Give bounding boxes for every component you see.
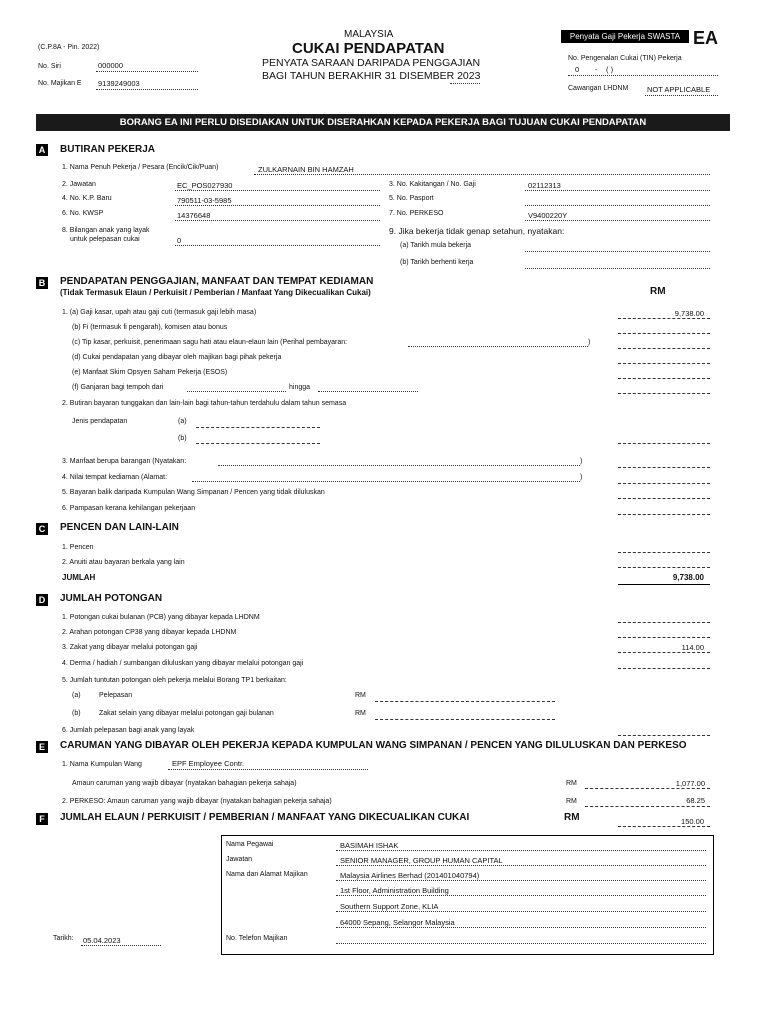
private-badge: Penyata Gaji Pekerja SWASTA	[561, 30, 689, 43]
b-item-1c: (c) Tip kasar, perkuisit, penerimaan sagu hati atau elaun-elaun lain (Perihal pembayaran:	[72, 339, 348, 346]
b-item-3-dots	[218, 465, 580, 466]
c-item-2: 2. Anuiti atau bayaran berkala yang lain	[62, 559, 185, 566]
sig-jawatan-value: SENIOR MANAGER, GROUP HUMAN CAPITAL	[340, 856, 503, 865]
sig-nama-label: Nama Pegawai	[226, 841, 274, 848]
b-item-1d-line	[618, 363, 710, 364]
d-item-4: 4. Derma / hadiah / sumbangan diluluskan yang dibayar melalui potongan gaji	[62, 660, 304, 667]
e-amaun-line	[585, 788, 710, 789]
e-item-1-line	[168, 769, 368, 770]
instruction-banner: BORANG EA INI PERLU DISEDIAKAN UNTUK DISERAHKAN KEPADA PEKERJA BAGI TUJUAN CUKAI PENDAPATAN	[36, 114, 730, 131]
name-label: 1. Nama Penuh Pekerja / Pesara (Encik/Cik/Puan)	[62, 164, 219, 171]
f-rm: RM	[564, 812, 580, 823]
section-f-title: JUMLAH ELAUN / PERKUISIT / PEMBERIAN / MANFAAT YANG DIKECUALIKAN CUKAI	[60, 812, 470, 823]
tin-value-a: 0	[575, 65, 580, 74]
sig-alamat-line-4: 64000 Sepang, Selangor Malaysia	[340, 918, 455, 927]
section-d-letter: D	[36, 594, 48, 606]
b-jenis-b: (b)	[178, 435, 187, 442]
d-item-2: 2. Arahan potongan CP38 yang dibayar kepada LHDNM	[62, 629, 237, 636]
b-jenis-a: (a)	[178, 418, 187, 425]
perkeso-label: 7. No. PERKESO	[389, 210, 444, 217]
section-f-letter: F	[36, 813, 48, 825]
b-item-2-line	[618, 443, 710, 444]
section-e-letter: E	[36, 741, 48, 753]
tin-label: No. Pengenalan Cukai (TIN) Pekerja	[568, 55, 682, 62]
name-line	[254, 174, 710, 175]
kakitangan-line	[525, 190, 710, 191]
b-item-1c-dots	[408, 346, 588, 347]
b-jenis-a-line	[196, 427, 320, 428]
b-item-6: 6. Pampasan kerana kehilangan pekerjaan	[62, 505, 196, 512]
b-item-1b: (b) Fi (termasuk fi pengarah), komisen atau bonus	[72, 324, 228, 331]
d-item-5b: Zakat selain yang dibayar melalui potongan gaji bulanan	[99, 710, 274, 717]
berhenti-line	[525, 268, 710, 269]
b-jenis-b-line	[196, 443, 320, 444]
sig-nama-value: BASIMAH ISHAK	[340, 841, 399, 850]
page-title: CUKAI PENDAPATAN	[292, 40, 445, 57]
d-item-5b-line	[375, 719, 555, 720]
section-b-rm: RM	[650, 286, 666, 297]
b-item-2: 2. Butiran bayaran tunggakan dan lain-lain bagi tahun-tahun terdahulu dalam tahun semasa	[62, 400, 347, 407]
anak-label-1: 8. Bilangan anak yang layak	[62, 227, 150, 234]
b-item-1f-dots-to	[318, 391, 418, 392]
sig-alamat-line-1: Malaysia Airlines Berhad (201401040794)	[340, 871, 480, 880]
pasport-label: 5. No. Pasport	[389, 195, 434, 202]
f-line	[618, 826, 710, 827]
d-item-2-line	[618, 637, 710, 638]
section-b-title: PENDAPATAN PENGGAJIAN, MANFAAT DAN TEMPAT KEDIAMAN	[60, 276, 374, 287]
sig-alamat-label: Nama dan Alamat Majikan	[226, 871, 308, 878]
d-item-5a-letter: (a)	[72, 692, 81, 699]
b-item-4-line	[618, 483, 710, 484]
sig-jawatan-line	[336, 865, 706, 866]
kwsp-value: 14376648	[177, 211, 211, 220]
sig-alamat-rule-3	[336, 911, 706, 912]
perkeso-value: V9400220Y	[528, 211, 568, 220]
c-jumlah-label: JUMLAH	[62, 573, 96, 582]
pasport-line	[525, 205, 710, 206]
c-item-1: 1. Pencen	[62, 544, 94, 551]
mula-line	[525, 251, 710, 252]
section-d-title: JUMLAH POTONGAN	[60, 593, 163, 604]
b-item-1a-line	[618, 318, 710, 319]
anak-line	[175, 245, 380, 246]
d-item-1: 1. Potongan cukai bulanan (PCB) yang dibayar kepada LHDNM	[62, 614, 260, 621]
section-a-letter: A	[36, 144, 48, 156]
tarikh-label: Tarikh:	[53, 935, 74, 942]
d-item-5a: Pelepasan	[99, 692, 133, 699]
b-item-5: 5. Bayaran balik daripada Kumpulan Wang Simpanan / Pencen yang tidak diluluskan	[62, 489, 325, 496]
subtitle-1: PENYATA SARAAN DARIPADA PENGGAJIAN	[262, 57, 481, 69]
tarikh-line	[81, 945, 161, 946]
country: MALAYSIA	[344, 29, 394, 40]
b-item-1f-hingga: hingga	[289, 384, 311, 391]
tarikh-value: 05.04.2023	[83, 936, 121, 945]
d-item-5a-rm: RM	[355, 692, 366, 699]
berhenti-label: (b) Tarikh berhenti kerja	[400, 259, 474, 266]
e-amaun-label: Amaun caruman yang wajib dibayar (nyatakan bahagian pekerja sahaja)	[72, 780, 297, 787]
b-item-1c-close: )	[588, 339, 591, 346]
d-item-5: 5. Jumlah tuntutan potongan oleh pekerja melalui Borang TP1 berkaitan:	[62, 677, 287, 684]
e-amaun-value: 1,077.00	[675, 779, 705, 788]
jawatan-label: 2. Jawatan	[62, 181, 96, 188]
jawatan-value: EC_POS027930	[177, 181, 233, 190]
tin-value-c: ( )	[606, 65, 614, 74]
section-e-title: CARUMAN YANG DIBAYAR OLEH PEKERJA KEPADA KUMPULAN WANG SIMPANAN / PENCEN YANG DILULUSKAN DAN PERKESO	[60, 740, 687, 751]
majikan-label: No. Majikan E	[38, 80, 82, 87]
d-item-3-line	[618, 652, 710, 653]
cawangan-label: Cawangan LHDNM	[568, 85, 629, 92]
b-item-1d: (d) Cukai pendapatan yang dibayar oleh majikan bagi pihak pekerja	[72, 354, 282, 361]
section-b-subtitle: (Tidak Termasuk Elaun / Perkuisit / Pemberian / Manfaat Yang Dikecualikan Cukai)	[60, 288, 371, 297]
b-item-1a: 1. (a) Gaji kasar, upah atau gaji cuti (termasuk gaji lebih masa)	[62, 309, 257, 316]
d-item-4-line	[618, 668, 710, 669]
ea-label: EA	[693, 28, 719, 48]
d-item-6: 6. Jumlah pelepasan bagi anak yang layak	[62, 727, 195, 734]
cawangan-line	[645, 95, 718, 96]
subtitle-2-prefix: BAGI TAHUN BERAKHIR 31 DISEMBER	[262, 70, 455, 82]
sig-alamat-rule-1	[336, 880, 706, 881]
kwsp-line	[175, 220, 380, 221]
b-item-4-dots	[192, 481, 580, 482]
sig-alamat-rule-4	[336, 927, 706, 928]
b-item-1f-line	[618, 393, 710, 394]
sig-alamat-line-3: Southern Support Zone, KLIA	[340, 902, 439, 911]
majikan-value: 9139249003	[98, 79, 140, 88]
b-item-3-line	[618, 467, 710, 468]
siri-label: No. Siri	[38, 63, 61, 70]
tax-year: 2023	[457, 70, 481, 82]
c-jumlah-underline	[618, 584, 710, 585]
d-item-1-line	[618, 622, 710, 623]
section-b-letter: B	[36, 277, 48, 289]
b-item-4: 4. Nilai tempat kediaman (Alamat:	[62, 474, 168, 481]
b-item-1a-value: 9,738.00	[674, 309, 704, 318]
b-item-1b-line	[618, 333, 710, 334]
sig-alamat-rule-2	[336, 895, 706, 896]
b-item-3: 3. Manfaat berupa barangan (Nyatakan:	[62, 458, 187, 465]
e-perkeso-label: 2. PERKESO: Amaun caruman yang wajib dibayar (nyatakan bahagian pekerja sahaja)	[62, 798, 332, 805]
jawatan-line	[175, 190, 380, 191]
anak-label-2: untuk pelepasan cukai	[70, 236, 140, 243]
b-item-5-line	[618, 498, 710, 499]
d-item-5b-letter: (b)	[72, 710, 81, 717]
tin-value-b: -	[595, 65, 598, 74]
tin-line	[568, 75, 718, 76]
b-item-4-close: )	[580, 474, 583, 481]
c-jumlah-value: 9,738.00	[672, 573, 704, 582]
year-line	[450, 83, 480, 84]
b-item-3-close: )	[580, 458, 583, 465]
section-c-title: PENCEN DAN LAIN-LAIN	[60, 522, 179, 533]
e-item-1-label: 1. Nama Kumpulan Wang	[62, 761, 142, 768]
kakitangan-value: 02112313	[528, 181, 561, 190]
kakitangan-label: 3. No. Kakitangan / No. Gaji	[389, 181, 476, 188]
siri-value: 000000	[98, 61, 124, 70]
c-item-1-line	[618, 552, 710, 553]
sig-jawatan-label: Jawatan	[226, 856, 253, 863]
e-perkeso-value: 68.25	[686, 796, 705, 805]
b-item-6-line	[618, 514, 710, 515]
cawangan-value: NOT APPLICABLE	[647, 85, 711, 94]
kp-line	[175, 205, 380, 206]
kp-value: 790511-03-5985	[177, 196, 232, 205]
b-item-1e: (e) Manfaat Skim Opsyen Saham Pekerja (ESOS)	[72, 369, 228, 376]
d-item-5a-line	[375, 701, 555, 702]
d-item-3-value: 114.00	[681, 643, 704, 652]
sig-nama-line	[336, 850, 706, 851]
d-item-5b-rm: RM	[355, 710, 366, 717]
b-item-1f: (f) Ganjaran bagi tempoh dari	[72, 384, 164, 391]
siri-line	[96, 71, 198, 72]
form-code: (C.P.8A - Pin. 2022)	[38, 44, 100, 51]
sig-alamat-line-2: 1st Floor, Administration Building	[340, 886, 449, 895]
b-item-1c-line	[618, 348, 710, 349]
section-a-title: BUTIRAN PEKERJA	[60, 144, 156, 155]
d-item-3: 3. Zakat yang dibayar melalui potongan gaji	[62, 644, 198, 651]
tak-genap-label: 9. Jika bekerja tidak genap setahun, nyatakan:	[389, 226, 565, 236]
b-item-1f-dots-from	[187, 391, 286, 392]
kwsp-label: 6. No. KWSP	[62, 210, 104, 217]
e-item-1-value: EPF Employee Contr.	[172, 759, 245, 768]
majikan-line	[96, 89, 198, 90]
sig-telefon-line	[336, 943, 706, 944]
b-item-1e-line	[618, 378, 710, 379]
e-perkeso-line	[585, 806, 710, 807]
mula-label: (a) Tarikh mula bekerja	[400, 242, 472, 249]
name-value: ZULKARNAIN BIN HAMZAH	[258, 165, 354, 174]
b-jenis-label: Jenis pendapatan	[72, 418, 128, 425]
section-c-letter: C	[36, 523, 48, 535]
f-value: 150.00	[681, 817, 704, 826]
anak-value: 0	[177, 236, 182, 245]
d-item-6-line	[618, 735, 710, 736]
e-amaun-rm: RM	[566, 780, 577, 787]
perkeso-line	[525, 220, 710, 221]
c-item-2-line	[618, 567, 710, 568]
kp-label: 4. No. K.P. Baru	[62, 195, 112, 202]
e-perkeso-rm: RM	[566, 798, 577, 805]
sig-telefon-label: No. Telefon Majikan	[226, 935, 288, 942]
subtitle-2	[262, 70, 480, 82]
